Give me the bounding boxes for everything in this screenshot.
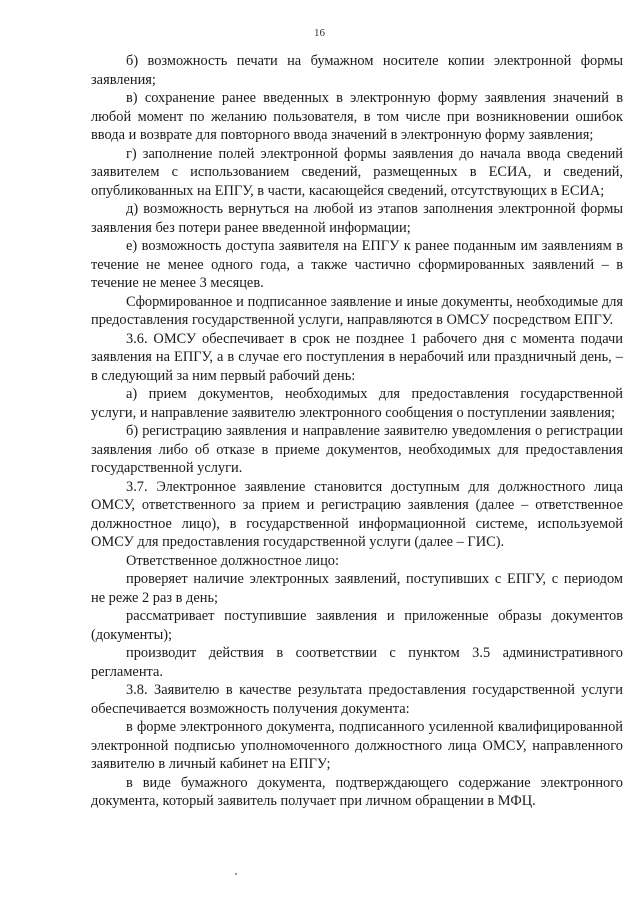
paragraph: Сформированное и подписанное заявление и иные документы, необходимые для предоставления государственной услуги, направляются в ОМСУ посредством ЕПГУ. <box>91 293 623 328</box>
document-body <box>91 52 623 811</box>
paragraph: в) сохранение ранее введенных в электронную форму заявления значений в любой момент по желанию пользователя, в том числе при возникновении ошибок ввода и возврате для повторного ввода значений в электронную форму заявления; <box>91 90 623 143</box>
page-number: 16 <box>314 27 325 39</box>
paragraph: 3.8. Заявителю в качестве результата предоставления государственной услуги обеспечивается возможность получения документа: <box>91 682 623 717</box>
paragraph: в форме электронного документа, подписанного усиленной квалифицированной электронной подписью уполномоченного должностного лица ОМСУ, направленного заявителю в личный кабинет на ЕПГУ; <box>91 719 623 772</box>
paragraph: б) возможность печати на бумажном носителе копии электронной формы заявления; <box>91 53 623 88</box>
paragraph: а) прием документов, необходимых для предоставления государственной услуги, и направление заявителю электронного сообщения о поступлении заявления; <box>91 386 623 421</box>
paragraph: проверяет наличие электронных заявлений, поступивших с ЕПГУ, с периодом не реже 2 раз в день; <box>91 571 623 606</box>
paragraph: г) заполнение полей электронной формы заявления до начала ввода сведений заявителем с использованием сведений, размещенных в ЕСИА, и сведений, опубликованных на ЕПГУ, в части, касающейся сведений, отсутствующих в ЕСИА; <box>91 145 623 199</box>
paragraph: рассматривает поступившие заявления и приложенные образы документов (документы); <box>91 608 623 643</box>
paragraph: в виде бумажного документа, подтверждающего содержание электронного документа, который заявитель получает при личном обращении в МФЦ. <box>91 774 623 809</box>
paragraph: д) возможность вернуться на любой из этапов заполнения электронной формы заявления без потери ранее введенной информации; <box>91 201 623 236</box>
paragraph: 3.7. Электронное заявление становится доступным для должностного лица ОМСУ, ответственного за прием и регистрацию заявления (далее – ответственное должностное лицо), в государственной информационной системе, используемой ОМСУ для предоставления государственной услуги (далее – ГИС). <box>91 478 623 550</box>
paragraph: е) возможность доступа заявителя на ЕПГУ к ранее поданным им заявлениям в течение не менее одного года, а также частично сформированных заявлений – в течение не менее 3 месяцев. <box>91 238 623 291</box>
paragraph: б) регистрацию заявления и направление заявителю уведомления о регистрации заявления либо об отказе в приеме документов, необходимых для предоставления государственной услуги. <box>91 423 623 476</box>
paragraph: 3.6. ОМСУ обеспечивает в срок не позднее 1 рабочего дня с момента подачи заявления на ЕПГУ, а в случае его поступления в нерабочий или праздничный день, – в следующий за ним первый рабочий день: <box>91 330 623 384</box>
scan-speck <box>235 873 237 875</box>
paragraph: Ответственное должностное лицо: <box>126 552 339 569</box>
paragraph: производит действия в соответствии с пунктом 3.5 административного регламента. <box>91 645 623 680</box>
